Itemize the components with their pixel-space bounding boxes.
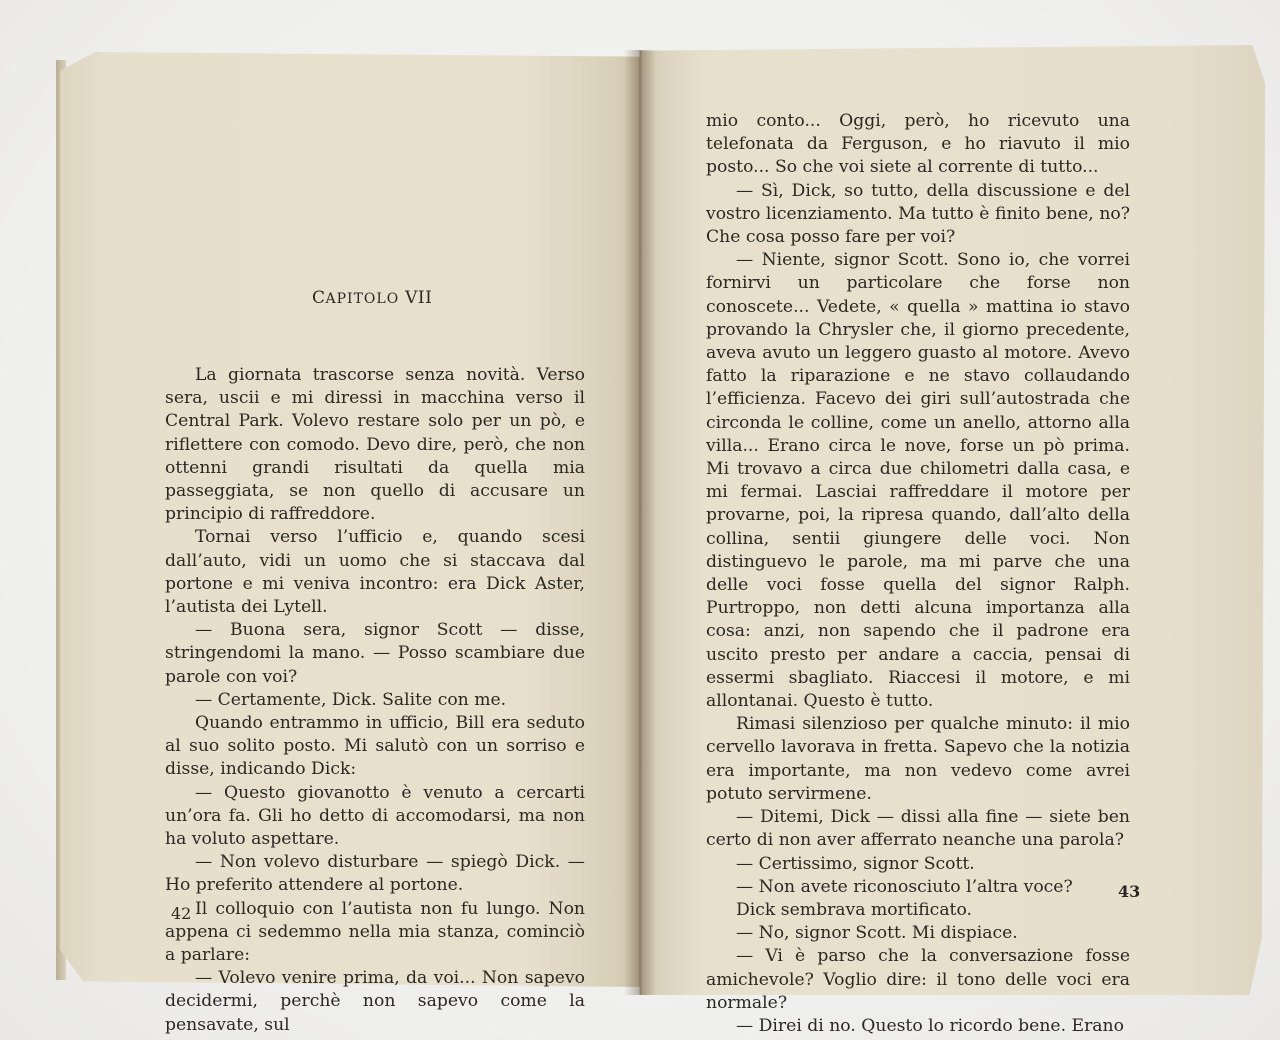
paragraph: mio conto... Oggi, però, ho ricevuto una telefonata da Ferguson, e ho riavuto il mio posto... So che voi siete al corrente di tutto... xyxy=(706,111,1130,178)
right-page-text xyxy=(706,110,1130,1038)
paragraph: — No, signor Scott. Mi dispiace. xyxy=(736,923,1018,944)
paragraph: — Non avete riconosciuto l’altra voce? xyxy=(736,876,1073,897)
chapter-heading xyxy=(312,288,432,308)
paragraph: Il colloquio con l’autista non fu lungo. Non appena ci sedemmo nella mia stanza, cominciò a parlare: xyxy=(165,898,585,966)
paragraph: La giornata trascorse senza novità. Verso sera, uscii e mi diressi in macchina verso il Central Park. Volevo restare solo per un pò, e riflettere con comodo. Devo dire, però, che non ottenni grandi risultati da quella mia passeggiata, se non quello di accusare un principio di raffreddore. xyxy=(165,365,585,525)
paragraph: — Vi è parso che la conversazione fosse amichevole? Voglio dire: il tono delle voci era normale? xyxy=(706,946,1130,1013)
paragraph: — Direi di no. Questo lo ricordo bene. Erano xyxy=(736,1015,1124,1036)
paragraph: Dick sembrava mortificato. xyxy=(736,899,972,920)
chapter-heading-numeral: VII xyxy=(405,288,433,308)
paragraph: — Buona sera, signor Scott — disse, stringendomi la mano. — Posso scambiare due parole con voi? xyxy=(165,620,585,687)
paragraph: — Niente, signor Scott. Sono io, che vorrei fornirvi un particolare che forse non conoscete... Vedete, « quella » mattina io stavo provando la Chrysler che, il giorno precedente, aveva avuto un leggero guasto al motore. Avevo fatto la riparazione e ne stavo collaudando l’efficienza. Facevo dei giri sull’autostrada che circonda le colline, come un anello, attorno alla villa... Erano circa le nove, forse un pò prima. Mi trovavo a circa due chilometri dalla casa, e mi fermai. Lasciai raffreddare il motore per provarne, poi, la ripresa quando, dall’alto della collina, sentii giungere delle voci. Non distinguevo le parole, ma mi parve che una delle voci fosse quella del signor Ralph. Purtroppo, non detti alcuna importanza alla cosa: anzi, non sapendo che il padrone era uscito presto per andare a caccia, pensai di essermi sbagliato. Riaccesi il motore, e mi allontanai. Questo è tutto. xyxy=(706,250,1130,712)
paragraph: Rimasi silenzioso per qualche minuto: il mio cervello lavorava in fretta. Sapevo che la notizia era importante, ma non vedevo come avrei potuto servirmene. xyxy=(706,714,1130,804)
chapter-heading-word: APITOLO xyxy=(325,291,400,307)
left-page-text xyxy=(165,364,585,1037)
paragraph: Tornai verso l’ufficio e, quando scesi dall’auto, vidi un uomo che si staccava dal portone e mi veniva incontro: era Dick Aster, l’autista dei Lytell. xyxy=(165,527,585,618)
paragraph: — Sì, Dick, so tutto, della discussione e del vostro licenziamento. Ma tutto è finito bene, no? Che cosa posso fare per voi? xyxy=(706,180,1130,248)
book-gutter xyxy=(624,50,656,995)
page-number-right: 43 xyxy=(1118,882,1141,901)
paragraph: — Certissimo, signor Scott. xyxy=(736,853,975,874)
paragraph: — Volevo venire prima, da voi... Non sapevo decidermi, perchè non sapevo come la pensavate, sul xyxy=(165,968,585,1035)
page-number-left: 42 xyxy=(171,904,192,923)
chapter-heading-initial: C xyxy=(312,288,326,308)
paragraph: — Certamente, Dick. Salite con me. xyxy=(195,689,507,710)
paragraph: Quando entrammo in ufficio, Bill era seduto al suo solito posto. Mi salutò con un sorriso e disse, indicando Dick: xyxy=(165,713,585,780)
paragraph: — Questo giovanotto è venuto a cercarti un’ora fa. Gli ho detto di accomodarsi, ma non ha voluto aspettare. xyxy=(165,782,585,850)
paragraph: — Non volevo disturbare — spiegò Dick. — Ho preferito attendere al portone. xyxy=(165,852,585,896)
paragraph: — Ditemi, Dick — dissi alla fine — siete ben certo di non aver afferrato neanche una parola? xyxy=(706,807,1130,851)
